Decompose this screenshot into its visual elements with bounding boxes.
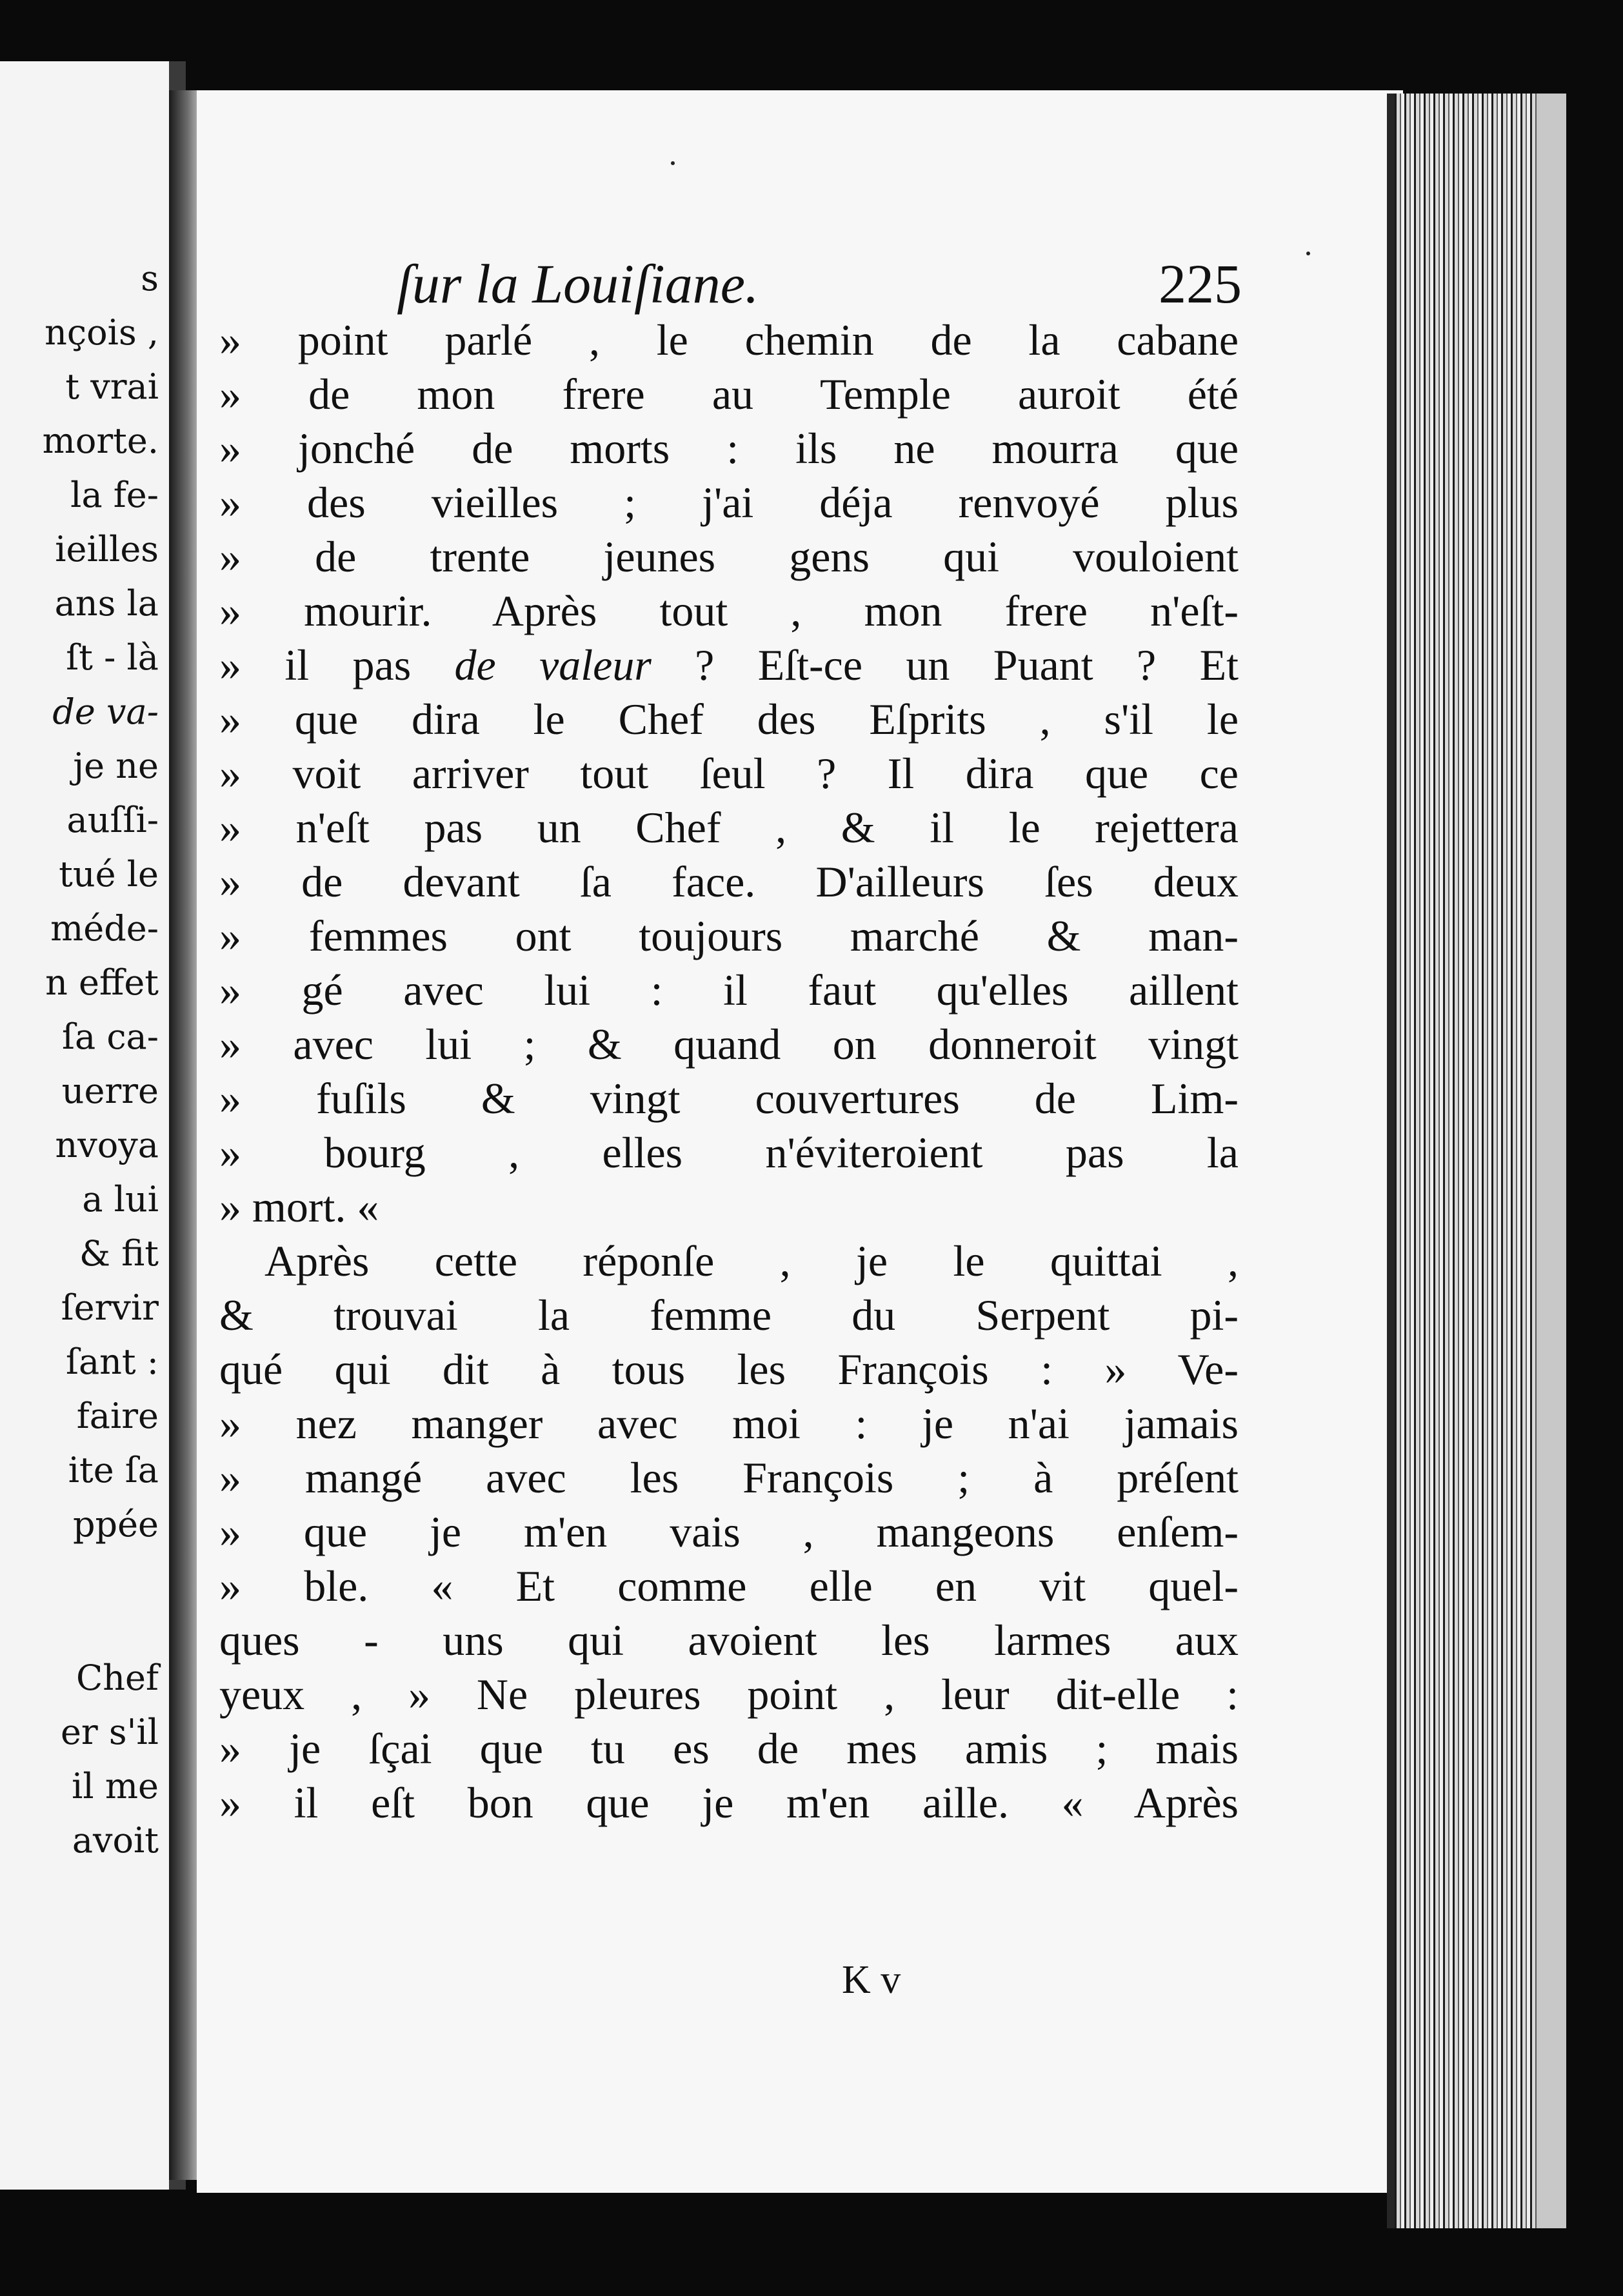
left-page-fragment: t vrai bbox=[65, 366, 159, 407]
text-line: & trouvai la femme du Serpent pi- bbox=[219, 1291, 1239, 1340]
text-line: ques - uns qui avoient les larmes aux bbox=[219, 1616, 1239, 1665]
left-page-fragment: je ne bbox=[73, 746, 159, 786]
text-line: » il eſt bon que je m'en aille. « Après bbox=[219, 1778, 1239, 1827]
page-edges bbox=[1387, 94, 1566, 2228]
left-page-fragment: auſſi- bbox=[66, 800, 159, 840]
right-page bbox=[197, 90, 1403, 2193]
left-page-fragment: ſant : bbox=[65, 1341, 159, 1382]
text-line: Après cette réponſe , je le quittai , bbox=[264, 1236, 1239, 1285]
text-line: » il pas de valeur ? Eſt-ce un Puant ? Et bbox=[219, 640, 1239, 689]
left-page-fragment: ſt - là bbox=[66, 637, 159, 678]
text-line: » de trente jeunes gens qui vouloient bbox=[219, 532, 1239, 581]
left-page-fragment: ite ſa bbox=[68, 1450, 159, 1490]
text-line: qué qui dit à tous les François : » Ve- bbox=[219, 1345, 1239, 1394]
text-line: » de mon frere au Temple auroit été bbox=[219, 370, 1239, 419]
text-line: » point parlé , le chemin de la cabane bbox=[219, 315, 1239, 364]
left-page-fragment: tué le bbox=[59, 854, 159, 895]
text-line: » fuſils & vingt couvertures de Lim- bbox=[219, 1074, 1239, 1123]
text-line: » que je m'en vais , mangeons enſem- bbox=[219, 1507, 1239, 1556]
gutter-shadow bbox=[169, 90, 200, 2180]
left-page-fragment: & fit bbox=[79, 1233, 159, 1274]
left-page-fragment: ans la bbox=[54, 583, 159, 624]
text-line: » de devant ſa face. D'ailleurs ſes deux bbox=[219, 857, 1239, 906]
text-line: » voit arriver tout ſeul ? Il dira que ce bbox=[219, 749, 1239, 798]
left-page-fragment: la fe- bbox=[70, 475, 159, 515]
print-speck bbox=[1306, 252, 1310, 255]
left-page-fragment: médе- bbox=[50, 908, 159, 949]
text-line: » je ſçai que tu es de mes amis ; mais bbox=[219, 1724, 1239, 1773]
left-page-fragment: avoit bbox=[72, 1820, 159, 1861]
left-page-fragment: uerre bbox=[61, 1071, 159, 1111]
text-line: » femmes ont toujours marché & man- bbox=[219, 911, 1239, 960]
text-line: » n'eſt pas un Chef , & il le rejettera bbox=[219, 803, 1239, 852]
left-page-fragment: ieilles bbox=[55, 529, 159, 569]
text-line: » mangé avec les François ; à préſent bbox=[219, 1453, 1239, 1502]
print-speck bbox=[671, 161, 675, 165]
text-line: » jonché de morts : ils ne mourra que bbox=[219, 424, 1239, 473]
text-line: » mort. « bbox=[219, 1182, 379, 1231]
left-page-fragment: de va- bbox=[52, 691, 159, 732]
left-page-fragment: er s'il bbox=[60, 1712, 159, 1752]
left-page-fragment: ppée bbox=[72, 1504, 159, 1545]
left-page-fragment: faire bbox=[76, 1396, 159, 1436]
left-page-fragment: a lui bbox=[82, 1179, 159, 1220]
text-line: » gé avec lui : il faut qu'elles aillent bbox=[219, 965, 1239, 1014]
left-page-fragment: n effet bbox=[45, 962, 159, 1003]
left-page-fragment: il me bbox=[72, 1766, 159, 1806]
text-line: » des vieilles ; j'ai déja renvoyé plus bbox=[219, 478, 1239, 527]
left-page bbox=[0, 61, 186, 2190]
text-line: yeux , » Ne pleures point , leur dit-elle : bbox=[219, 1670, 1239, 1719]
text-line: » avec lui ; & quand on donneroit vingt bbox=[219, 1020, 1239, 1069]
signature-mark: K v bbox=[842, 1958, 901, 2002]
left-page-fragment: ſervir bbox=[61, 1287, 159, 1328]
left-page-fragment: morte. bbox=[42, 421, 159, 461]
left-page-fragment: s bbox=[141, 258, 159, 299]
text-line: » que dira le Chef des Eſprits , s'il le bbox=[219, 695, 1239, 744]
left-page-fragment: nvoya bbox=[55, 1125, 159, 1165]
left-page-fragment: ſa ca- bbox=[61, 1016, 159, 1057]
text-line: » ble. « Et comme elle en vit quel- bbox=[219, 1561, 1239, 1610]
left-page-fragment: nçois , bbox=[45, 312, 159, 353]
page-number: 225 bbox=[1159, 253, 1242, 315]
left-page-fragment: Chef bbox=[75, 1658, 159, 1698]
text-line: » mourir. Après tout , mon frere n'eſt- bbox=[219, 586, 1239, 635]
text-line: » nez manger avec moi : je n'ai jamais bbox=[219, 1399, 1239, 1448]
body-text bbox=[219, 313, 1239, 1830]
text-line: » bourg , elles n'éviteroient pas la bbox=[219, 1128, 1239, 1177]
running-head-title: ſur la Louiſiane. bbox=[397, 253, 759, 315]
